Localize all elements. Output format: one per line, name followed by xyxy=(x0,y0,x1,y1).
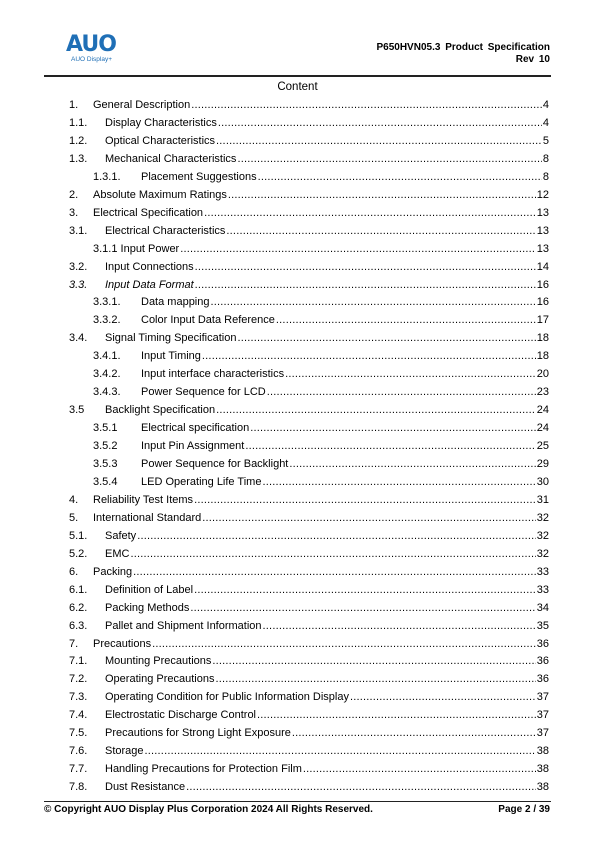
toc-entry[interactable] xyxy=(93,474,549,489)
toc-entry-label: Input interface characteristics xyxy=(141,368,285,381)
toc-entry-number: 7. xyxy=(69,637,79,650)
toc-entry-label: Data mapping xyxy=(141,296,210,309)
toc-entry-label: 3.1.1 Input Power xyxy=(93,242,180,255)
toc-entry[interactable] xyxy=(69,277,549,292)
toc-entry-page: 8 xyxy=(542,170,549,183)
toc-entry-label: International Standard xyxy=(93,511,202,524)
toc-entry-label: Display Characteristics xyxy=(105,116,217,129)
toc-entry[interactable] xyxy=(69,133,549,148)
toc-entry[interactable] xyxy=(69,115,549,130)
toc-dot-leader xyxy=(257,710,536,720)
toc-entry-page: 23 xyxy=(536,386,549,399)
toc-dot-leader xyxy=(262,477,535,487)
toc-entry-number: 5.1. xyxy=(69,529,88,542)
toc-entry-page: 18 xyxy=(536,350,549,363)
toc-entry-page: 37 xyxy=(536,691,549,704)
toc-entry-page: 12 xyxy=(536,188,549,201)
toc-dot-leader xyxy=(215,674,535,684)
toc-dot-leader xyxy=(226,226,535,236)
toc-entry-label: Definition of Label xyxy=(105,583,194,596)
toc-entry-label: Operating Condition for Public Information Display xyxy=(105,691,349,704)
toc-entry[interactable] xyxy=(69,761,549,776)
toc-entry-label: EMC xyxy=(105,547,130,560)
toc-entry-label: Input Connections xyxy=(105,260,194,273)
toc-entry-number: 3.1. xyxy=(69,224,88,237)
toc-entry-number: 1.1. xyxy=(69,116,88,129)
toc-entry-page: 29 xyxy=(536,458,549,470)
toc-dot-leader xyxy=(350,692,536,702)
toc-entry[interactable] xyxy=(69,528,549,543)
toc-entry[interactable] xyxy=(69,546,549,561)
toc-dot-leader xyxy=(303,764,536,774)
toc-entry[interactable] xyxy=(69,653,549,668)
toc-entry-page: 13 xyxy=(536,224,549,237)
toc-entry[interactable] xyxy=(69,600,549,615)
toc-entry-page: 8 xyxy=(542,152,549,165)
toc-entry-number: 3.3.1. xyxy=(93,296,121,309)
toc-dot-leader xyxy=(211,297,536,307)
toc-dot-leader xyxy=(204,208,536,218)
toc-entry-label: Input Pin Assignment xyxy=(141,440,245,453)
toc-entry-page: 24 xyxy=(536,404,549,417)
toc-entry-page: 24 xyxy=(536,422,549,435)
toc-entry-page: 13 xyxy=(536,242,549,255)
toc-entry-number: 6.3. xyxy=(69,619,88,632)
toc-entry-label: Packing xyxy=(93,565,133,578)
toc-entry-number: 3.5.2 xyxy=(93,440,118,453)
toc-entry[interactable] xyxy=(69,743,549,758)
toc-entry-page: 5 xyxy=(542,134,549,147)
logo-wordmark: AUO xyxy=(66,32,116,57)
toc-entry-label: Electrical specification xyxy=(141,422,250,435)
toc-entry-label: Handling Precautions for Protection Film xyxy=(105,763,302,776)
toc-entry-page: 16 xyxy=(536,278,549,291)
toc-entry-page: 14 xyxy=(536,260,549,273)
toc-entry-page: 32 xyxy=(536,511,549,524)
toc-entry-page: 36 xyxy=(536,637,549,650)
logo-subtext: AUO Display+ xyxy=(71,56,112,63)
toc-entry-label: Pallet and Shipment Information xyxy=(105,619,262,632)
toc-entry[interactable] xyxy=(69,707,549,722)
toc-entry-number: 3.3. xyxy=(69,278,88,291)
footer-page-number: Page 2 / 39 xyxy=(498,804,550,815)
toc-entry-number: 7.3. xyxy=(69,691,88,704)
auo-logo xyxy=(66,33,126,67)
toc-entry-page: 32 xyxy=(536,547,549,560)
toc-entry[interactable] xyxy=(93,348,549,363)
toc-entry-number: 3.4.1. xyxy=(93,350,121,363)
toc-dot-leader xyxy=(218,118,542,128)
toc-entry-page: 25 xyxy=(536,440,549,453)
toc-title: Content xyxy=(277,81,318,93)
toc-dot-leader xyxy=(237,154,541,164)
toc-entry[interactable] xyxy=(69,492,549,507)
toc-entry[interactable] xyxy=(69,671,549,686)
toc-dot-leader xyxy=(237,333,535,343)
toc-dot-leader xyxy=(216,405,536,415)
toc-dot-leader xyxy=(130,549,535,559)
toc-entry-number: 7.1. xyxy=(69,655,88,668)
toc-dot-leader xyxy=(191,100,542,110)
toc-dot-leader xyxy=(289,459,535,469)
toc-entry-page: 38 xyxy=(536,763,549,776)
toc-entry[interactable] xyxy=(93,384,549,399)
toc-entry-label: Storage xyxy=(105,745,144,758)
toc-entry-number: 6.2. xyxy=(69,601,88,614)
toc-entry-page: 31 xyxy=(536,493,549,506)
toc-entry-page: 36 xyxy=(536,655,549,668)
toc-entry-page: 4 xyxy=(542,116,549,129)
toc-entry-number: 6.1. xyxy=(69,583,88,596)
toc-entry[interactable] xyxy=(69,564,549,579)
toc-entry-number: 4. xyxy=(69,493,79,506)
toc-entry[interactable] xyxy=(69,779,549,794)
toc-entry-page: 35 xyxy=(536,619,549,632)
toc-entry-label: Color Input Data Reference xyxy=(141,314,275,327)
toc-entry[interactable] xyxy=(93,456,549,471)
toc-dot-leader xyxy=(152,639,536,649)
toc-entry-page: 33 xyxy=(536,565,549,578)
toc-entry-page: 13 xyxy=(536,206,549,219)
product-title: P650HVN05.3 Product Specification xyxy=(376,42,550,53)
toc-entry-page: 37 xyxy=(536,709,549,722)
toc-entry[interactable] xyxy=(69,618,549,633)
toc-entry[interactable] xyxy=(93,169,549,184)
toc-entry-number: 3.4.3. xyxy=(93,386,121,399)
toc-dot-leader xyxy=(145,746,536,756)
toc-entry-number: 3.3.2. xyxy=(93,314,121,327)
toc-entry-number: 7.7. xyxy=(69,763,88,776)
toc-entry-page: 32 xyxy=(536,529,549,542)
toc-entry-number: 3.5.3 xyxy=(93,458,118,470)
toc-entry-label: Backlight Specification xyxy=(105,404,216,417)
toc-dot-leader xyxy=(250,423,536,433)
toc-entry[interactable] xyxy=(69,689,549,704)
toc-entry[interactable] xyxy=(69,187,549,202)
toc-entry-page: 33 xyxy=(536,583,549,596)
toc-entry-page: 37 xyxy=(536,727,549,740)
toc-entry[interactable] xyxy=(69,582,549,597)
toc-entry[interactable] xyxy=(69,97,549,112)
toc-entry-number: 2. xyxy=(69,188,79,201)
toc-entry-label: Electrostatic Discharge Control xyxy=(105,709,257,722)
toc-entry[interactable] xyxy=(93,241,549,256)
toc-dot-leader xyxy=(195,262,536,272)
toc-entry-number: 3.4. xyxy=(69,332,88,345)
toc-entry[interactable] xyxy=(69,510,549,525)
toc-dot-leader xyxy=(137,531,536,541)
toc-entry-number: 7.5. xyxy=(69,727,88,740)
toc-entry-number: 5. xyxy=(69,511,79,524)
toc-entry-page: 17 xyxy=(536,314,549,327)
toc-entry-label: Power Sequence for LCD xyxy=(141,386,266,399)
toc-entry-number: 3.5.4 xyxy=(93,475,118,488)
toc-entry-page: 34 xyxy=(536,601,549,614)
toc-entry[interactable] xyxy=(69,636,549,651)
toc-entry-label: Mounting Precautions xyxy=(105,655,212,668)
toc-entry-label: LED Operating Life Time xyxy=(141,475,262,488)
header-divider xyxy=(44,75,551,77)
toc-entry[interactable] xyxy=(69,151,549,166)
toc-entry[interactable] xyxy=(93,312,549,327)
toc-entry-label: General Description xyxy=(93,99,191,111)
toc-entry[interactable] xyxy=(69,223,549,238)
toc-entry[interactable] xyxy=(93,366,549,381)
toc-entry-label: Signal Timing Specification xyxy=(105,332,237,345)
toc-dot-leader xyxy=(245,441,535,451)
toc-dot-leader xyxy=(267,387,536,397)
toc-entry-page: 38 xyxy=(536,745,549,758)
toc-entry-label: Power Sequence for Backlight xyxy=(141,458,289,470)
toc-entry-page: 16 xyxy=(536,296,549,309)
toc-entry-label: Absolute Maximum Ratings xyxy=(93,188,227,201)
toc-entry-number: 7.8. xyxy=(69,781,88,794)
toc-dot-leader xyxy=(276,315,536,325)
toc-entry-label: Precautions for Strong Light Exposure xyxy=(105,727,291,740)
footer-copyright: © Copyright AUO Display Plus Corporation 2024 All Rights Reserved. xyxy=(44,804,373,815)
toc-dot-leader xyxy=(258,172,542,182)
toc-dot-leader xyxy=(186,782,536,792)
toc-entry-number: 3.5 xyxy=(69,404,85,417)
toc-entry-number: 7.6. xyxy=(69,745,88,758)
toc-entry[interactable] xyxy=(69,402,549,417)
revision-label: Rev 10 xyxy=(515,54,550,65)
toc-dot-leader xyxy=(194,585,536,595)
toc-entry-number: 1.3. xyxy=(69,152,88,165)
toc-entry-label: Mechanical Characteristics xyxy=(105,152,237,165)
toc-entry-label: Reliability Test Items xyxy=(93,493,194,506)
toc-dot-leader xyxy=(216,136,542,146)
toc-entry-page: 20 xyxy=(536,368,549,381)
toc-entry-number: 1.3.1. xyxy=(93,170,121,183)
toc-dot-leader xyxy=(133,567,536,577)
toc-dot-leader xyxy=(285,369,536,379)
toc-entry-label: Precautions xyxy=(93,637,152,650)
toc-entry[interactable] xyxy=(93,438,549,453)
toc-entry-page: 4 xyxy=(542,99,549,111)
toc-entry-number: 6. xyxy=(69,565,79,578)
toc-dot-leader xyxy=(202,513,536,523)
footer-divider xyxy=(44,801,551,802)
toc-entry-label: Input Timing xyxy=(141,350,201,363)
toc-dot-leader xyxy=(292,728,536,738)
toc-entry-number: 5.2. xyxy=(69,547,88,560)
toc-entry-label: Operating Precautions xyxy=(105,673,215,686)
toc-entry[interactable] xyxy=(93,420,549,435)
toc-dot-leader xyxy=(263,621,536,631)
toc-entry[interactable] xyxy=(93,294,549,309)
toc-entry-number: 3. xyxy=(69,206,79,219)
toc-entry-label: Optical Characteristics xyxy=(105,134,216,147)
toc-entry-label: Input Data Format xyxy=(105,278,194,291)
toc-entry-label: Electrical Specification xyxy=(93,206,204,219)
toc-entry[interactable] xyxy=(69,259,549,274)
toc-entry-page: 38 xyxy=(536,781,549,794)
toc-entry-label: Electrical Characteristics xyxy=(105,224,226,237)
toc-entry-label: Safety xyxy=(105,529,137,542)
toc-dot-leader xyxy=(202,351,536,361)
toc-entry-label: Packing Methods xyxy=(105,601,190,614)
toc-entry-number: 3.4.2. xyxy=(93,368,121,381)
toc-entry-number: 7.2. xyxy=(69,673,88,686)
toc-entry[interactable] xyxy=(69,725,549,740)
toc-entry[interactable] xyxy=(69,205,549,220)
toc-dot-leader xyxy=(228,190,536,200)
toc-entry-number: 1.2. xyxy=(69,134,88,147)
toc-dot-leader xyxy=(212,656,535,666)
toc-entry-number: 3.5.1 xyxy=(93,422,118,435)
toc-entry-label: Placement Suggestions xyxy=(141,170,257,183)
toc-dot-leader xyxy=(195,280,536,290)
toc-dot-leader xyxy=(194,495,536,505)
toc-entry-page: 18 xyxy=(536,332,549,345)
toc-entry-number: 1. xyxy=(69,99,79,111)
toc-entry-label: Dust Resistance xyxy=(105,781,186,794)
toc-entry-number: 7.4. xyxy=(69,709,88,722)
toc-entry-number: 3.2. xyxy=(69,260,88,273)
toc-entry[interactable] xyxy=(69,330,549,345)
toc-dot-leader xyxy=(180,244,536,254)
toc-entry-page: 30 xyxy=(536,475,549,488)
toc-dot-leader xyxy=(190,603,535,613)
toc-entry-page: 36 xyxy=(536,673,549,686)
